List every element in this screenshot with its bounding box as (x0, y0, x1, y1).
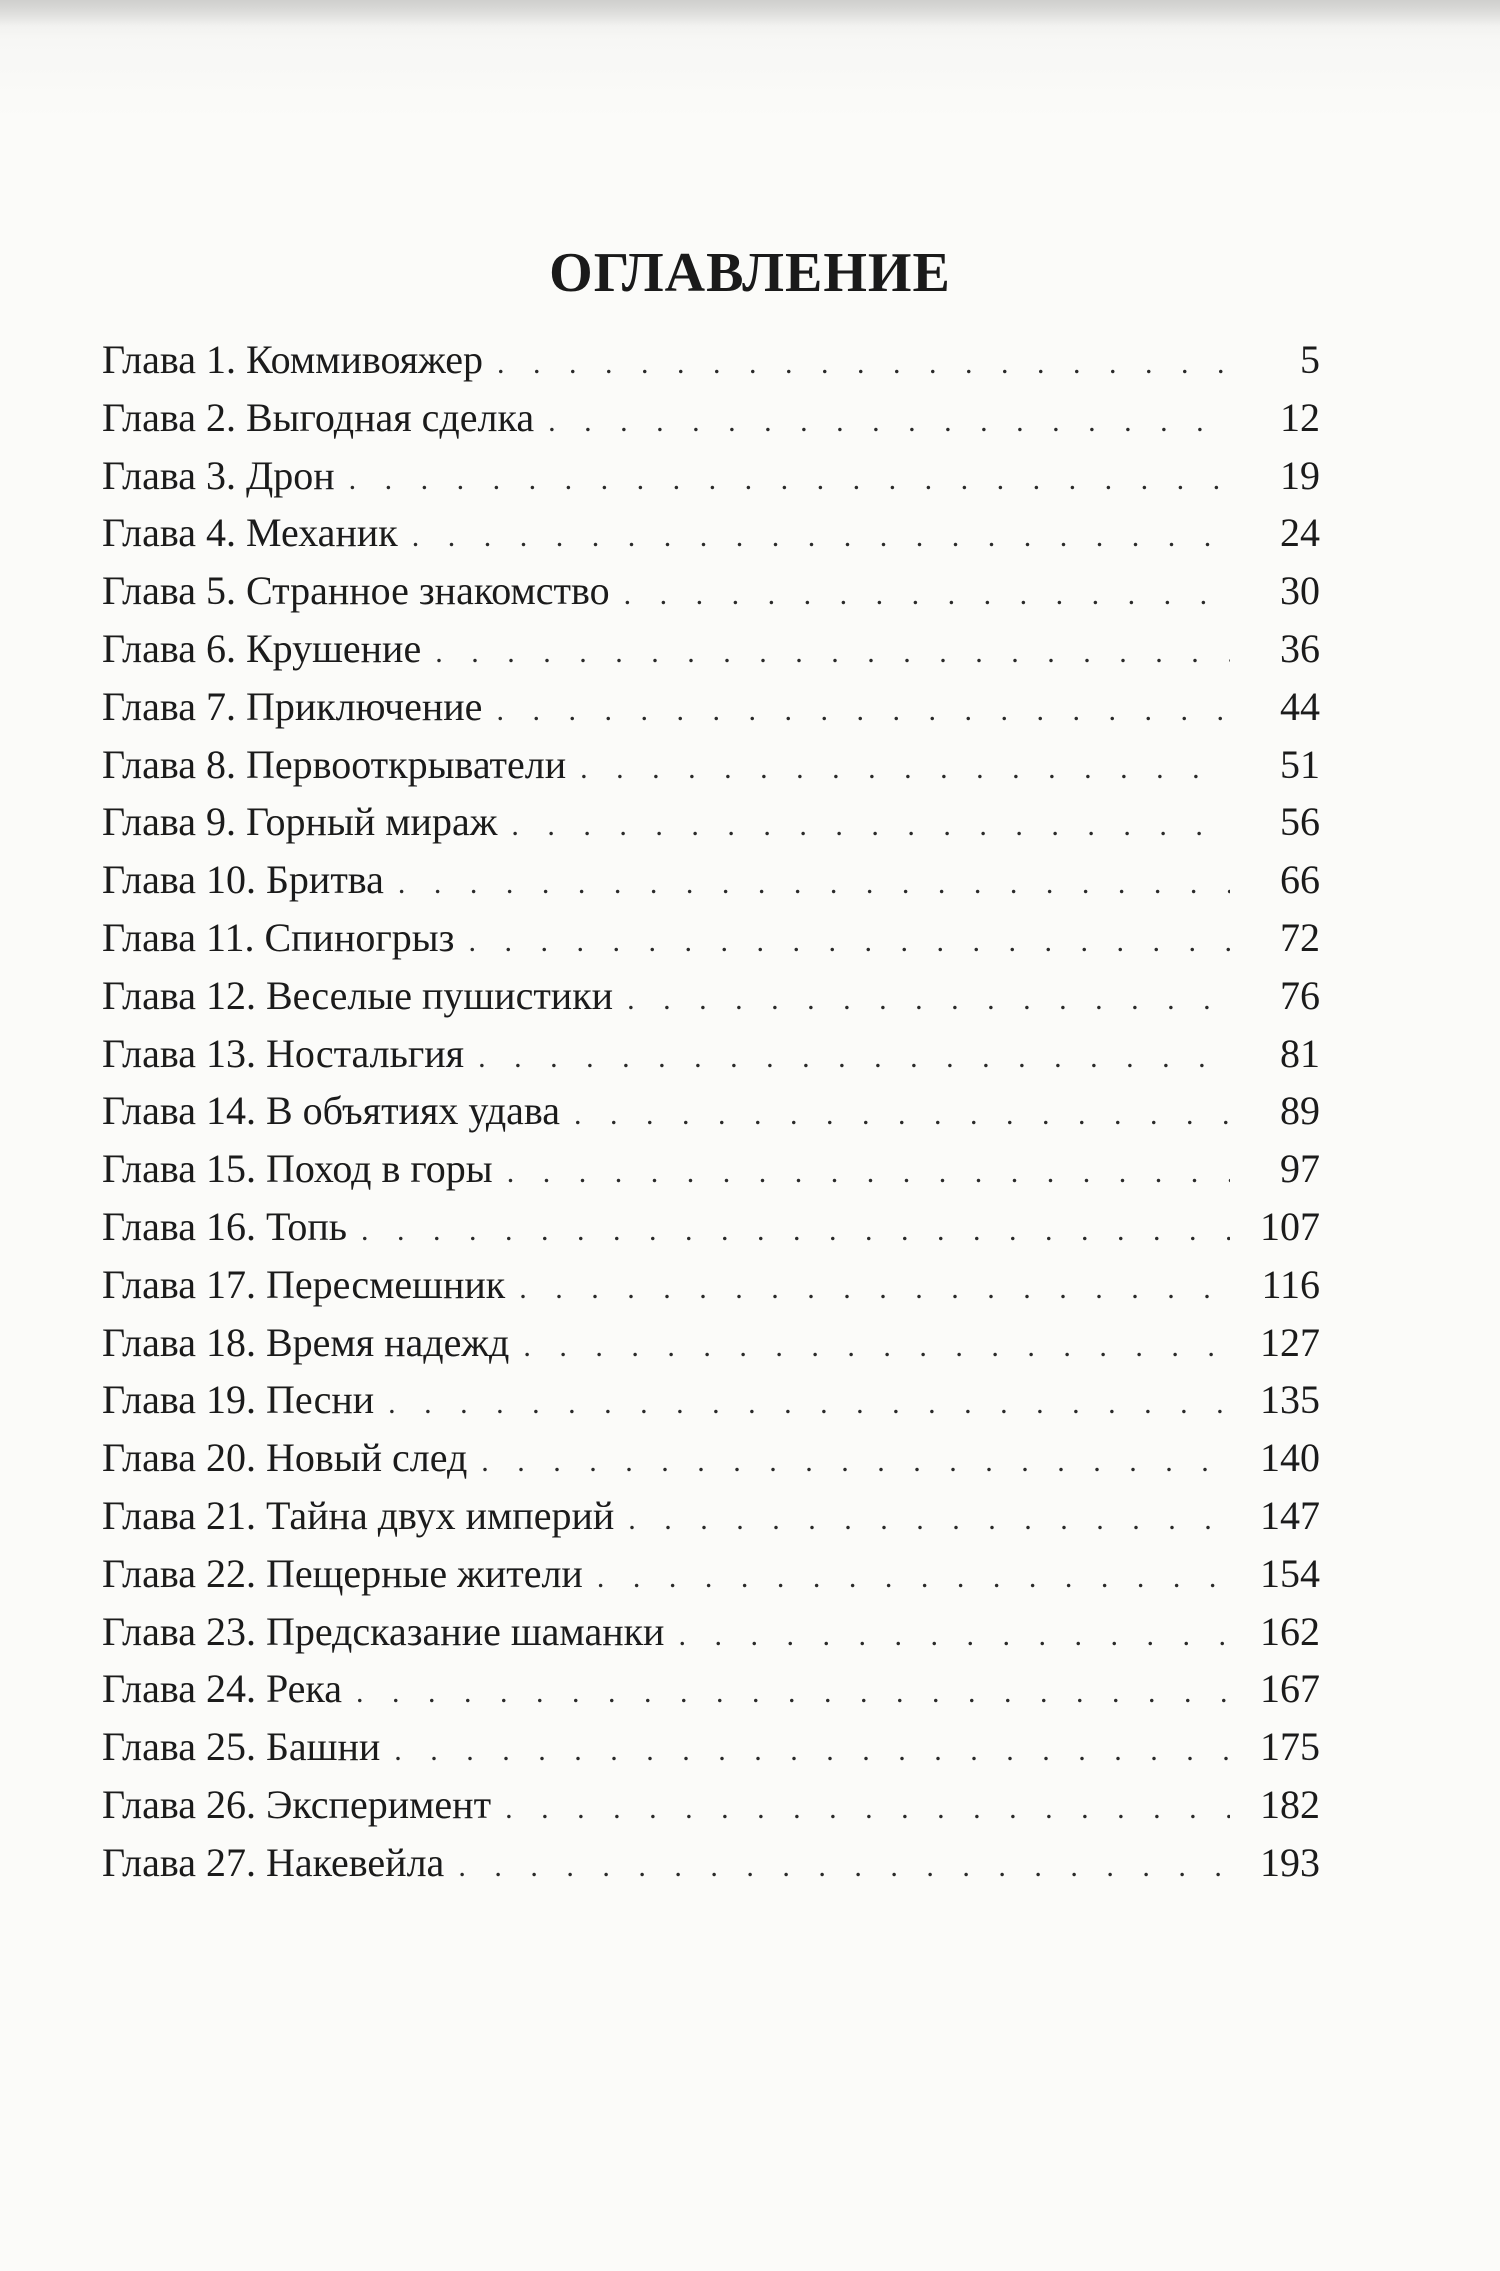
dot-leader (394, 1722, 1230, 1780)
dot-leader (361, 1202, 1230, 1260)
dot-leader (412, 508, 1230, 566)
chapter-title: Глава 21. Тайна двух империй (102, 1492, 615, 1538)
dot-leader (468, 913, 1230, 971)
page-number: 147 (1260, 1492, 1320, 1538)
toc-entry (102, 1198, 1320, 1256)
chapter-title: Глава 2. Выгодная сделка (102, 394, 535, 440)
dot-leader (523, 1318, 1230, 1376)
dot-leader (580, 740, 1230, 798)
dot-leader (548, 393, 1230, 451)
page-number: 36 (1280, 625, 1320, 671)
chapter-title: Глава 24. Река (102, 1666, 342, 1712)
page-number: 182 (1260, 1781, 1320, 1827)
toc-entry (102, 1487, 1320, 1545)
chapter-title: Глава 19. Песни (102, 1377, 375, 1423)
page-number: 81 (1280, 1030, 1320, 1076)
chapter-title: Глава 12. Веселые пушистики (102, 972, 614, 1018)
toc-entry (102, 562, 1320, 620)
toc-entry (102, 1834, 1320, 1892)
toc-entry (102, 1660, 1320, 1718)
dot-leader (458, 1838, 1230, 1896)
chapter-title: Глава 18. Время надежд (102, 1319, 510, 1365)
dot-leader (349, 451, 1230, 509)
dot-leader (519, 1260, 1230, 1318)
toc-entry (102, 620, 1320, 678)
page-number: 97 (1280, 1146, 1320, 1192)
chapter-title: Глава 16. Топь (102, 1203, 348, 1249)
dot-leader (678, 1607, 1230, 1665)
chapter-title: Глава 1. Коммивояжер (102, 337, 484, 382)
page-number: 51 (1280, 741, 1320, 787)
page-number: 19 (1280, 452, 1320, 498)
page-number: 175 (1260, 1724, 1320, 1770)
toc-entry (102, 967, 1320, 1025)
page-number: 24 (1280, 510, 1320, 556)
toc-entry (102, 1429, 1320, 1487)
toc-entry (102, 504, 1320, 562)
page-number: 56 (1280, 799, 1320, 845)
chapter-title: Глава 5. Странное знакомство (102, 568, 610, 614)
page-number: 135 (1260, 1377, 1320, 1423)
toc-entry (102, 1256, 1320, 1314)
chapter-title: Глава 23. Предсказание шаманки (102, 1608, 665, 1654)
page-number: 127 (1260, 1319, 1320, 1365)
chapter-title: Глава 25. Башни (102, 1724, 381, 1770)
page-number: 72 (1280, 914, 1320, 960)
dot-leader (481, 1433, 1230, 1491)
toc-entry (102, 1082, 1320, 1140)
page-number: 44 (1280, 683, 1320, 729)
chapter-title: Глава 20. Новый след (102, 1435, 468, 1481)
page-number: 167 (1260, 1666, 1320, 1712)
chapter-title: Глава 13. Ностальгия (102, 1030, 465, 1076)
dot-leader (478, 1029, 1230, 1087)
toc-entry (102, 1718, 1320, 1776)
toc-entry (102, 736, 1320, 794)
chapter-title: Глава 14. В объятиях удава (102, 1088, 561, 1134)
dot-leader (511, 797, 1230, 855)
dot-leader (574, 1086, 1230, 1144)
page-number: 162 (1260, 1608, 1320, 1654)
dot-leader (435, 624, 1230, 682)
chapter-title: Глава 9. Горный мираж (102, 799, 498, 845)
dot-leader (398, 855, 1230, 913)
page-number: 5 (1300, 337, 1320, 382)
dot-leader (628, 1491, 1230, 1549)
toc-entry (102, 1545, 1320, 1603)
chapter-title: Глава 17. Пересмешник (102, 1261, 506, 1307)
page-top-shadow (0, 0, 1500, 26)
page-number: 30 (1280, 568, 1320, 614)
toc-entry (102, 1025, 1320, 1083)
dot-leader (507, 1144, 1230, 1202)
dot-leader (497, 335, 1230, 393)
chapter-title: Глава 26. Эксперимент (102, 1781, 492, 1827)
table-of-contents (102, 331, 1320, 1892)
dot-leader (496, 682, 1230, 740)
page-number: 12 (1280, 394, 1320, 440)
dot-leader (388, 1375, 1230, 1433)
toc-entry (102, 447, 1320, 505)
page-number: 107 (1260, 1203, 1320, 1249)
chapter-title: Глава 22. Пещерные жители (102, 1550, 583, 1596)
toc-entry (102, 678, 1320, 736)
toc-entry (102, 1603, 1320, 1661)
page-number: 154 (1260, 1550, 1320, 1596)
toc-entry (102, 1776, 1320, 1834)
page-number: 116 (1261, 1261, 1320, 1307)
toc-entry (102, 793, 1320, 851)
chapter-title: Глава 10. Бритва (102, 857, 384, 903)
toc-entry (102, 1140, 1320, 1198)
page-number: 66 (1280, 857, 1320, 903)
toc-entry (102, 389, 1320, 447)
chapter-title: Глава 27. Накевейла (102, 1839, 445, 1885)
dot-leader (597, 1549, 1230, 1607)
chapter-title: Глава 15. Поход в горы (102, 1146, 493, 1192)
chapter-title: Глава 6. Крушение (102, 625, 422, 671)
chapter-title: Глава 7. Приключение (102, 683, 483, 729)
page-number: 140 (1260, 1435, 1320, 1481)
toc-entry (102, 909, 1320, 967)
dot-leader (356, 1664, 1230, 1722)
toc-entry (102, 1314, 1320, 1372)
page-number: 193 (1260, 1839, 1320, 1885)
chapter-title: Глава 3. Дрон (102, 452, 335, 498)
chapter-title: Глава 11. Спиногрыз (102, 914, 455, 960)
page-number: 76 (1280, 972, 1320, 1018)
toc-entry (102, 851, 1320, 909)
chapter-title: Глава 4. Механик (102, 510, 398, 556)
toc-entry (102, 1371, 1320, 1429)
toc-entry (102, 331, 1320, 389)
page-number: 89 (1280, 1088, 1320, 1134)
dot-leader (624, 566, 1230, 624)
dot-leader (505, 1780, 1230, 1838)
page-title: ОГЛАВЛЕНИЕ (549, 241, 951, 304)
dot-leader (627, 971, 1230, 1029)
chapter-title: Глава 8. Первооткрыватели (102, 741, 567, 787)
